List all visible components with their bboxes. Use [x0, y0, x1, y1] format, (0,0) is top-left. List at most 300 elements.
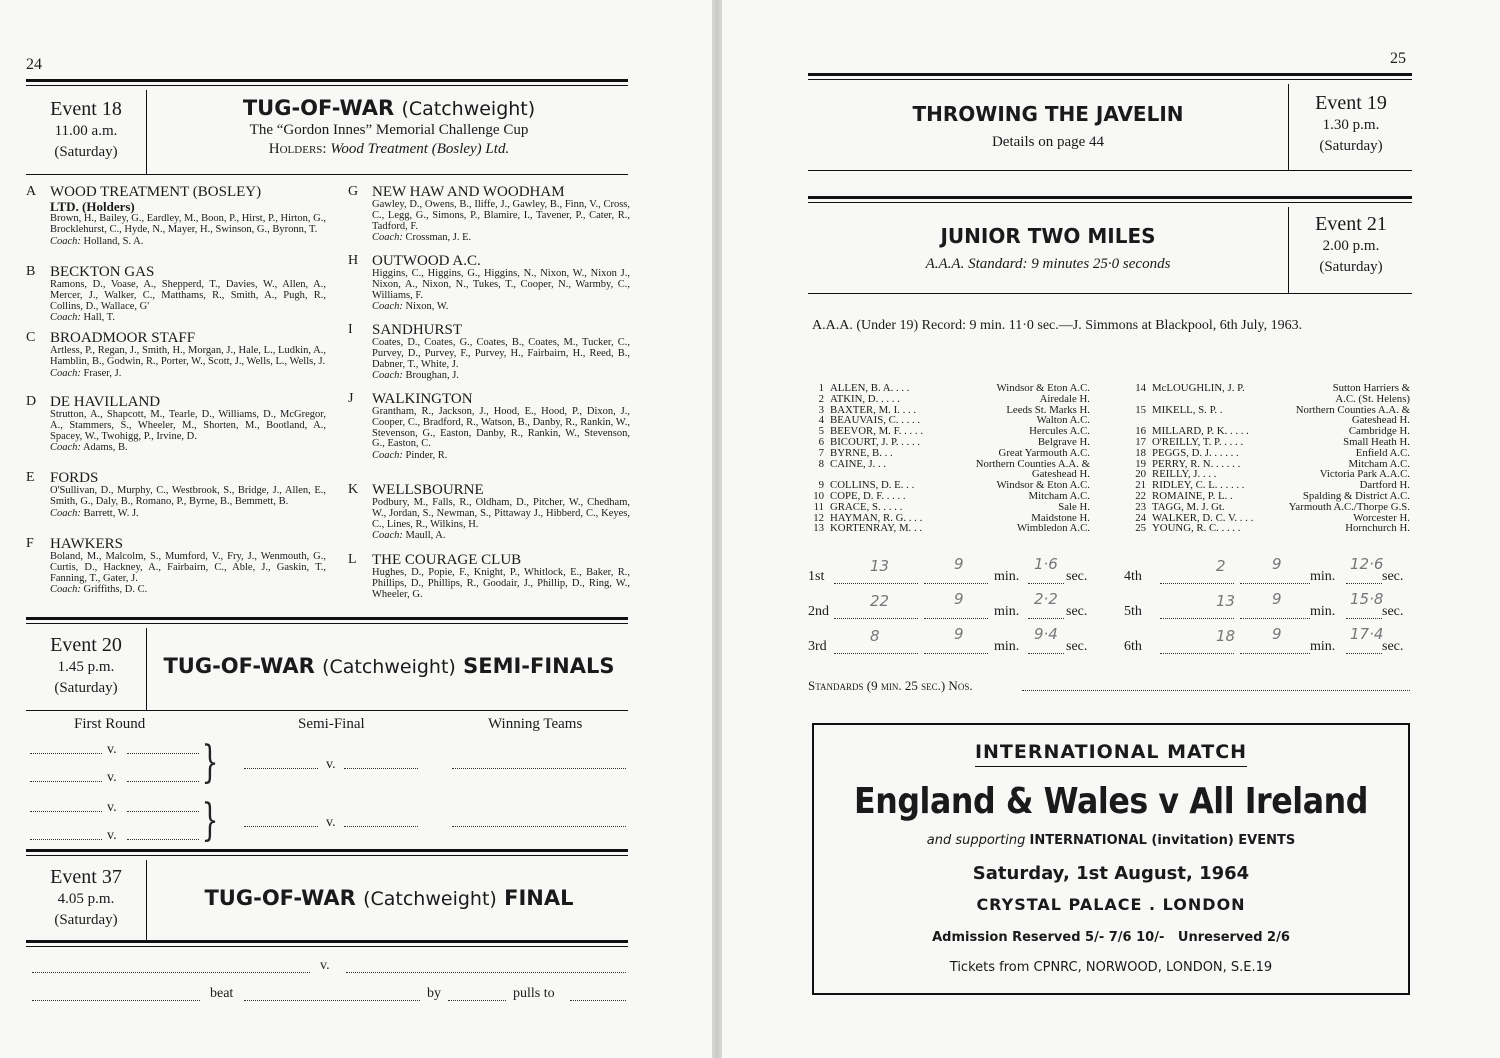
top-rule: [26, 79, 628, 86]
team-entry: [348, 184, 630, 243]
result-sec-line[interactable]: [1028, 618, 1064, 619]
entrant-number: 11: [813, 500, 824, 513]
entrant-name: TAGG, M. J. Gt.: [1152, 500, 1225, 513]
entrant-club: Hornchurch H.: [1345, 522, 1410, 535]
event-time: 4.05 p.m.: [57, 891, 115, 907]
result-place: 3rd: [808, 639, 827, 654]
event-day: (Saturday): [1319, 138, 1383, 154]
team-letter: E: [26, 470, 35, 485]
team-entry: [348, 552, 630, 600]
team-name: WELLSBOURNE: [372, 482, 484, 498]
bracket-brace: }: [201, 737, 219, 788]
result-row: [1124, 590, 1414, 620]
entrant-club: Cambridge H.: [1348, 425, 1410, 438]
min-label: min.: [994, 604, 1020, 619]
match-date: Saturday, 1st August, 1964: [972, 863, 1250, 884]
entrant-number: 16: [1135, 425, 1146, 438]
coach-label: Coach:: [50, 584, 81, 596]
semi-entry-line[interactable]: [344, 826, 418, 827]
result-number: 13: [870, 557, 890, 575]
result-number: 8: [870, 627, 880, 645]
team-name: SANDHURST: [372, 322, 463, 338]
team-name: DE HAVILLAND: [50, 394, 161, 410]
coach-name: Broughan, J.: [405, 370, 459, 382]
supporting-line: [814, 833, 1408, 848]
entrants-left-column: [810, 383, 1092, 543]
result-minutes: 9: [954, 590, 964, 608]
record-line: A.A.A. (Under 19) Record: 9 min. 11·0 sec.—J. Simmons at Blackpool, 6th July, 1963.: [812, 318, 1303, 333]
event-time: 1.30 p.m.: [1322, 117, 1380, 133]
event-time: 2.00 p.m.: [1322, 238, 1380, 254]
final-team-line[interactable]: [32, 972, 310, 973]
results-block: [808, 555, 1412, 665]
team-members: Grantham, R., Jackson, J., Hood, E., Hood, P., Dixon, J., Cooper, C., Bradford, R., Watson, B., Danby, R., Rankin, W., Stevenson, G., Easton, Danby, R., Rankin, W., Stevenson, G., Easton, C.: [372, 406, 630, 450]
team-members: Artless, P., Regan, J., Smith, H., Morgan, J., Hale, L., Ludkin, A., Hamblin, B., Godwin, R., Porter, W., Scott, J., Wells, L., Wells, J.: [50, 345, 326, 367]
semi-entry-line[interactable]: [244, 768, 318, 769]
coach-label: Coach:: [50, 312, 81, 324]
sec-label: sec.: [1066, 604, 1088, 619]
entrant-name: CAINE, J. . .: [830, 457, 887, 470]
event-time: 1.45 p.m.: [57, 659, 115, 675]
entry-line[interactable]: [30, 839, 102, 840]
advert-box: [812, 723, 1410, 995]
entrant-number: 8: [818, 457, 824, 470]
coach-label: Coach:: [372, 301, 403, 313]
holders-label: Holders:: [268, 141, 327, 157]
entrant-club: Small Heath H.: [1343, 436, 1410, 448]
team-name-cont: LTD. (Holders): [50, 199, 135, 214]
entrant-club: Sale H.: [1058, 500, 1090, 513]
entrant-name: McLOUGHLIN, J. P.: [1152, 382, 1245, 394]
entrant-name: RIDLEY, C. L. . . . . .: [1152, 479, 1245, 492]
team-members: Boland, M., Malcolm, S., Mumford, V., Fry, J., Wenmouth, G., Curtis, D., Hackney, A., Fairbairn, C., Able, J., Gaskin, T., Fanning, T., Gater, J.: [50, 551, 326, 584]
entry-line[interactable]: [30, 753, 102, 754]
entrant-name: BICOURT, J. P. . . . .: [830, 436, 921, 448]
result-seconds: 12·6: [1350, 555, 1384, 573]
team-entry: [348, 322, 630, 381]
event-standard: A.A.A. Standard: 9 minutes 25·0 seconds: [925, 256, 1171, 272]
result-minutes: 9: [1272, 625, 1282, 643]
beat-label: beat: [210, 986, 234, 1001]
coach-label: Coach:: [372, 370, 403, 382]
team-name: FORDS: [50, 470, 99, 486]
result-number: 13: [1216, 592, 1236, 610]
versus-label: v.: [107, 770, 117, 785]
team-letter: A: [26, 184, 37, 199]
event-37-title: [150, 886, 628, 910]
winner-line[interactable]: [32, 1000, 200, 1001]
entrant-number: 9: [818, 479, 824, 492]
event-day: (Saturday): [54, 912, 118, 928]
event-suffix: FINAL: [504, 886, 574, 910]
entrant-name: COLLINS, D. E. . .: [830, 479, 915, 492]
result-seconds: 9·4: [1034, 625, 1058, 643]
result-min-line[interactable]: [1240, 583, 1310, 584]
result-seconds: 2·2: [1034, 590, 1058, 608]
team-members: Coates, D., Coates, G., Coates, B., Coates, M., Tucker, C., Purvey, D., Purvey, F., Purvey, H., Fairbairn, H., Reed, B., Dabner, T., White, J.: [372, 337, 630, 370]
entrant-number: 25: [1135, 522, 1146, 535]
event-day: (Saturday): [1319, 259, 1383, 275]
right-page: [722, 0, 1500, 1058]
result-row: [1124, 625, 1414, 655]
entrant-number: 17: [1135, 436, 1146, 448]
result-number-line[interactable]: [1160, 583, 1234, 584]
result-number: 18: [1216, 627, 1236, 645]
entrant-club: Wimbledon A.C.: [1016, 522, 1090, 535]
entry-line[interactable]: [30, 781, 102, 782]
result-min-line[interactable]: [924, 653, 988, 654]
result-number-line[interactable]: [834, 618, 918, 619]
event-title: TUG-OF-WAR: [204, 886, 356, 910]
coach-name: Maull, A.: [405, 530, 446, 542]
col-first-round: First Round: [74, 716, 146, 732]
team-entry: [26, 184, 326, 247]
entry-line[interactable]: [127, 839, 199, 840]
result-seconds: 15·8: [1350, 590, 1384, 608]
team-members: Higgins, C., Higgins, G., Higgins, N., Nixon, W., Nixon J., Nixon, A., Nixon, N., Tukes, T., Cooper, N., Warmby, C., Williams, F.: [372, 268, 630, 301]
entry-line[interactable]: [127, 811, 199, 812]
team-members: Strutton, A., Shapcott, M., Tearle, D., Williams, D., McGregor, A., Stammers, S., Wheeler, M., Shorten, M., Bootland, A., Spacey, W., Twohigg, P., Irvine, D.: [50, 409, 326, 442]
result-min-line[interactable]: [1240, 653, 1310, 654]
entrant-number: 4: [818, 414, 824, 427]
match-title: England & Wales v All Ireland: [853, 781, 1369, 822]
entrant-name: MILLARD, P. K. . . . .: [1152, 425, 1249, 438]
advert-heading: [814, 741, 1408, 763]
team-members: Ramons, D., Voase, A., Shepperd, T., Davies, W., Allen, A., Mercer, J., Walker, C., Matthams, R., Smith, A., Pugh, R., Collins, D., Wallace, G': [50, 279, 326, 312]
entrant-club: Sutton Harriers &: [1332, 382, 1410, 394]
entrant-club: Northern Counties A.A. &: [975, 457, 1090, 470]
entrant-club: Great Yarmouth A.C.: [998, 446, 1090, 459]
event-20-info: [26, 634, 146, 699]
sec-label: sec.: [1382, 639, 1404, 654]
entrant-club: Yarmouth A.C./Thorpe G.S.: [1288, 500, 1410, 513]
entrant-number: 24: [1135, 511, 1146, 524]
sec-label: sec.: [1066, 569, 1088, 584]
result-number-line[interactable]: [834, 653, 918, 654]
event-title: JUNIOR TWO MILES: [940, 224, 1156, 248]
result-sec-line[interactable]: [1346, 618, 1382, 619]
entrant-name: COPE, D. F. . . . .: [830, 490, 906, 502]
event-title: TUG-OF-WAR: [242, 96, 395, 120]
event-day: (Saturday): [54, 680, 118, 696]
result-row: [808, 590, 1098, 620]
team-letter: C: [26, 330, 36, 345]
versus-label: v.: [326, 757, 336, 772]
entrant-club: Mitcham A.C.: [1028, 490, 1090, 502]
entrant-club: Mitcham A.C.: [1348, 457, 1410, 470]
coach-name: Fraser, J.: [83, 367, 122, 379]
entrant-club: Leeds St. Marks H.: [1006, 403, 1090, 416]
result-place: 6th: [1124, 639, 1142, 654]
pulls-to-label: pulls to: [513, 986, 555, 1001]
entrant-club: Hercules A.C.: [1029, 425, 1090, 438]
entrant-number: 6: [818, 436, 824, 448]
entrant-name: ALLEN, B. A. . . .: [830, 382, 910, 394]
result-number-line[interactable]: [1160, 618, 1234, 619]
entrant-number: 21: [1135, 479, 1146, 492]
event-19-info: [1290, 92, 1412, 157]
result-number: 2: [1216, 557, 1226, 575]
team-entry: [26, 330, 326, 379]
result-seconds: 1·6: [1034, 555, 1058, 573]
entrant-club: Dartford H.: [1359, 479, 1410, 492]
event-number: Event 19: [1315, 92, 1387, 114]
coach-name: Pinder, R.: [405, 450, 448, 462]
team-entry: [26, 536, 326, 595]
min-label: min.: [994, 569, 1020, 584]
sec-label: sec.: [1382, 569, 1404, 584]
entrant-club: Windsor & Eton A.C.: [996, 382, 1090, 394]
event-suffix: SEMI-FINALS: [463, 654, 615, 678]
entry-line[interactable]: [127, 753, 199, 754]
event-number: Event 18: [50, 98, 122, 120]
result-row: [808, 555, 1098, 585]
result-min-line[interactable]: [924, 618, 988, 619]
result-place: 2nd: [808, 604, 829, 619]
team-letter: G: [348, 184, 359, 199]
result-place: 5th: [1124, 604, 1142, 619]
coach-name: Nixon, W.: [405, 301, 449, 313]
team-members: Hughes, D., Popie, F., Knight, P., Whitlock, E., Baker, R., Phillips, D., Phillips, R., Goodair, J., Phillip, D., Ring, W., Wheeler, G.: [372, 567, 630, 600]
result-row: [808, 625, 1098, 655]
advert-heading-text: INTERNATIONAL MATCH: [975, 741, 1247, 767]
result-minutes: 9: [954, 625, 964, 643]
team-letter: H: [348, 253, 359, 268]
ticket-info: Tickets from CPNRC, NORWOOD, LONDON, S.E.19: [949, 960, 1273, 975]
left-page: [0, 0, 712, 1058]
semi-entry-line[interactable]: [344, 768, 418, 769]
bracket-brace: }: [201, 795, 219, 846]
team-name: WOOD TREATMENT (BOSLEY): [50, 184, 262, 200]
sec-label: sec.: [1382, 604, 1404, 619]
entrant-club: Windsor & Eton A.C.: [996, 479, 1090, 492]
team-name: BECKTON GAS: [50, 264, 155, 280]
event-title: THROWING THE JAVELIN: [912, 102, 1184, 126]
entrants-right-column: [1132, 383, 1412, 543]
coach-label: Coach:: [50, 442, 81, 454]
standards-line[interactable]: [1022, 690, 1410, 691]
entrant-name: REILLY, J. . . .: [1152, 468, 1217, 481]
result-number: 22: [870, 592, 890, 610]
team-name: OUTWOOD A.C.: [372, 253, 481, 269]
book-gutter: [712, 0, 722, 1058]
coach-label: Coach:: [50, 367, 81, 379]
coach-name: Hall, T.: [83, 312, 115, 324]
col-winning-teams: Winning Teams: [488, 716, 583, 732]
event-37-info: [26, 866, 146, 931]
entrant-name: WALKER, D. C. V. . . .: [1152, 511, 1254, 524]
entry-line[interactable]: [30, 811, 102, 812]
entrant-number: 15: [1135, 403, 1146, 416]
team-entry: [26, 394, 326, 453]
final-team-line[interactable]: [346, 972, 626, 973]
entrant-name: BEAUVAIS, C. . . . .: [830, 414, 921, 427]
entrant-name: BYRNE, B. . .: [830, 446, 893, 459]
entrant-number: 18: [1135, 446, 1146, 459]
score-line[interactable]: [570, 1000, 626, 1001]
cup-name: The “Gordon Innes” Memorial Challenge Cup: [249, 122, 529, 138]
result-seconds: 17·4: [1350, 625, 1384, 643]
entrant-club: Northern Counties A.A. &: [1295, 403, 1410, 416]
result-min-line[interactable]: [1240, 618, 1310, 619]
entrant-number: 3: [818, 403, 824, 416]
entrant-club: A.C. (St. Helens): [1335, 392, 1410, 405]
event-number: Event 37: [50, 866, 122, 888]
result-sec-line[interactable]: [1028, 653, 1064, 654]
entrant-name: O'REILLY, T. P. . . . .: [1152, 436, 1244, 448]
team-members: O'Sullivan, D., Murphy, C., Westbrook, S., Bridge, J., Allen, E., Smith, G., Daly, B., Romano, P., Byrne, B., Bemmett, B.: [50, 485, 326, 507]
loser-line[interactable]: [244, 1000, 420, 1001]
entrant-club: Worcester H.: [1353, 511, 1410, 524]
versus-label: v.: [107, 828, 117, 843]
semi-entry-line[interactable]: [244, 826, 318, 827]
admission-prices: Admission Reserved 5/- 7/6 10/- Unreserved 2/6: [932, 930, 1290, 945]
team-members: Gawley, D., Owens, B., Iliffe, J., Gawley, B., Finn, V., Cross, C., Legg, G., Simons, P., Blamire, I., Tavener, P., Cater, R., Tadford, F.: [372, 199, 630, 232]
coach-name: Crossman, J. E.: [405, 232, 472, 244]
entrant-club: Maidstone H.: [1031, 511, 1090, 524]
result-row: [1124, 555, 1414, 585]
entrant-name: KORTENRAY, M. . .: [830, 522, 923, 535]
event-19-title-block: [808, 102, 1288, 151]
team-name: BROADMOOR STAFF: [50, 330, 196, 346]
team-entry: [348, 482, 630, 541]
event-21-title-block: [808, 224, 1288, 273]
team-name: THE COURAGE CLUB: [372, 552, 522, 568]
coach-name: Barrett, W. J.: [83, 507, 139, 519]
versus-label: v.: [107, 742, 117, 757]
winner-line[interactable]: [452, 768, 626, 769]
team-members: Podbury, M., Falls, R., Oldham, D., Pitcher, W., Chedham, W., Jordan, S., Newman, S., Pittaway J., Hibberd, C., Keyes, C., Lines, R., Wilkins, H.: [372, 497, 630, 530]
versus-label: v.: [326, 815, 336, 830]
team-letter: L: [348, 552, 357, 567]
event-subtitle: (Catchweight): [401, 98, 536, 120]
team-letter: B: [26, 264, 36, 279]
team-letter: I: [348, 322, 353, 337]
entrant-number: 10: [813, 490, 824, 502]
coach-name: Holland, S. A.: [83, 235, 144, 247]
entrant-number: 7: [818, 446, 824, 459]
team-entry: [26, 264, 326, 323]
entry-line[interactable]: [127, 781, 199, 782]
coach-label: Coach:: [372, 530, 403, 542]
entrant-club: Gateshead H.: [1031, 468, 1090, 481]
entrant-number: 12: [813, 511, 824, 524]
result-sec-line[interactable]: [1346, 653, 1382, 654]
coach-label: Coach:: [372, 232, 403, 244]
result-place: 1st: [808, 569, 825, 584]
event-21-info: [1290, 213, 1412, 278]
result-place: 4th: [1124, 569, 1142, 584]
team-entry: [26, 470, 326, 519]
team-name: WALKINGTON: [372, 391, 473, 407]
entrant-number: 23: [1135, 500, 1146, 513]
event-title: TUG-OF-WAR: [163, 654, 315, 678]
team-members: Brown, H., Bailey, G., Eardley, M., Boon, P., Hirst, P., Hirton, G., Brocklehurst, C., Hyde, N., Mayer, H., Swinson, G., Byronn, T.: [50, 213, 327, 235]
result-minutes: 9: [1272, 590, 1282, 608]
entrant-name: PERRY, R. N. . . . . .: [1152, 457, 1241, 470]
entrant-name: ATKIN, D. . . . .: [830, 392, 900, 405]
entrant-name: PEGGS, D. J. . . . . .: [1152, 446, 1239, 459]
score-line[interactable]: [448, 1000, 506, 1001]
supporting-prefix: and supporting: [926, 833, 1026, 848]
by-label: by: [427, 986, 441, 1001]
page-number: 25: [1390, 50, 1406, 67]
entrant-name: BEEVOR, M. F. . . . .: [830, 425, 924, 438]
event-day: (Saturday): [54, 144, 118, 160]
winner-line[interactable]: [452, 826, 626, 827]
entrant-number: 2: [818, 392, 824, 405]
coach-name: Griffiths, D. C.: [83, 584, 148, 596]
event-number: Event 20: [50, 634, 122, 656]
entrant-number: 1: [818, 382, 824, 394]
result-sec-line[interactable]: [1346, 583, 1382, 584]
min-label: min.: [1310, 569, 1336, 584]
entrant-club: Spalding & District A.C.: [1302, 490, 1410, 502]
team-entry: [348, 253, 630, 312]
coach-label: Coach:: [50, 507, 81, 519]
result-min-line[interactable]: [924, 583, 988, 584]
standards-label: Standards (9 min. 25 sec.) Nos.: [808, 678, 973, 693]
entrant-number: 20: [1135, 468, 1146, 481]
min-label: min.: [1310, 639, 1336, 654]
entrant-name: BAXTER, M. I. . . .: [830, 403, 917, 416]
team-entry: [348, 391, 630, 461]
min-label: min.: [994, 639, 1020, 654]
result-number-line[interactable]: [834, 583, 918, 584]
holders-name: Wood Treatment (Bosley) Ltd.: [330, 141, 510, 157]
min-label: min.: [1310, 604, 1336, 619]
team-letter: D: [26, 394, 37, 409]
entrant-number: 14: [1135, 382, 1146, 394]
entrant-name: YOUNG, R. C. . . . .: [1152, 522, 1241, 535]
event-18-title-block: [150, 96, 628, 158]
versus-label: v.: [107, 800, 117, 815]
team-name: NEW HAW AND WOODHAM: [372, 184, 565, 200]
team-letter: K: [348, 482, 359, 497]
sec-label: sec.: [1066, 639, 1088, 654]
event-number: Event 21: [1315, 213, 1387, 235]
entrant-number: 13: [813, 522, 824, 535]
coach-name: Adams, B.: [82, 442, 128, 454]
entrant-name: ROMAINE, P. L. .: [1152, 490, 1233, 502]
entrant-name: MIKELL, S. P. .: [1152, 403, 1223, 416]
event-20-title: [150, 654, 628, 678]
entrant-number: 19: [1135, 457, 1146, 470]
entrant-number: 5: [818, 425, 824, 438]
versus-label: v.: [320, 958, 330, 973]
event-subtitle: (Catchweight): [322, 656, 456, 678]
event-18-info: [26, 98, 146, 163]
event-subtitle: (Catchweight): [363, 888, 497, 910]
team-name: HAWKERS: [50, 536, 123, 552]
event-time: 11.00 a.m.: [54, 123, 118, 139]
coach-label: Coach:: [50, 235, 81, 247]
event-details: Details on page 44: [991, 134, 1105, 150]
supporting-text: INTERNATIONAL (invitation) EVENTS: [1029, 833, 1296, 848]
entrant-club: Enfield A.C.: [1355, 446, 1410, 459]
entrant-club: Airedale H.: [1039, 392, 1090, 405]
entrant-number: 22: [1135, 490, 1146, 502]
result-number-line[interactable]: [1160, 653, 1234, 654]
team-letter: J: [348, 391, 354, 406]
entrant-club: Victoria Park A.A.C.: [1319, 468, 1410, 481]
match-venue: CRYSTAL PALACE . LONDON: [976, 895, 1246, 914]
col-semi-final: Semi-Final: [298, 716, 365, 732]
result-sec-line[interactable]: [1028, 583, 1064, 584]
result-minutes: 9: [1272, 555, 1282, 573]
coach-label: Coach:: [372, 450, 403, 462]
team-letter: F: [26, 536, 34, 551]
